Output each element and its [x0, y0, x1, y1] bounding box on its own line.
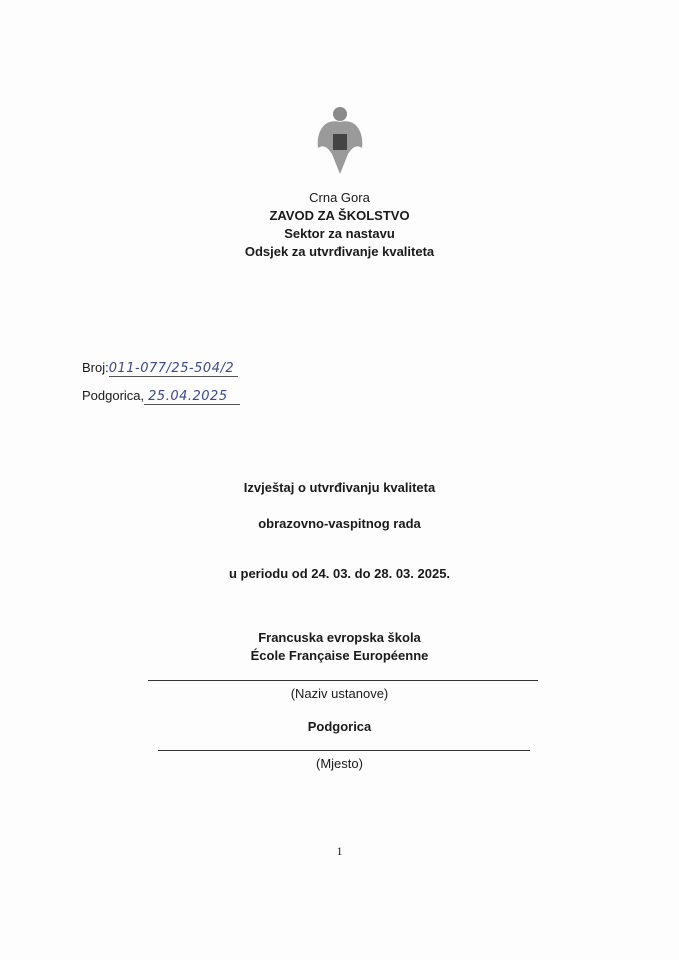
city-caption: (Mjesto) [316, 756, 363, 771]
divider [148, 680, 538, 681]
divider [158, 750, 530, 751]
broj-label: Broj: [82, 360, 109, 375]
sector-name: Sektor za nastavu [284, 226, 395, 241]
place-date [82, 388, 240, 404]
school-caption: (Naziv ustanove) [290, 686, 389, 701]
department-name: Odsjek za utvrđivanje kvaliteta [244, 244, 435, 259]
broj-value: 011-077/25-504/2 [109, 361, 238, 377]
school-name-local: Francuska evropska škola [258, 630, 421, 645]
place-label: Podgorica, [82, 388, 145, 403]
reference-number [82, 360, 238, 376]
report-period: u periodu od 24. 03. do 28. 03. 2025. [228, 566, 451, 581]
city-name: Podgorica [307, 719, 372, 734]
country-name: Crna Gora [309, 190, 370, 205]
coat-of-arms-icon [314, 104, 366, 180]
report-title-line2: obrazovno-vaspitnog rada [258, 516, 421, 531]
report-title-line1: Izvještaj o utvrđivanju kvaliteta [243, 480, 436, 495]
school-name-french: École Française Européenne [250, 648, 429, 663]
page-number: 1 [336, 844, 343, 858]
date-value: 25.04.2025 [144, 389, 239, 405]
institution-name: ZAVOD ZA ŠKOLSTVO [269, 208, 410, 223]
